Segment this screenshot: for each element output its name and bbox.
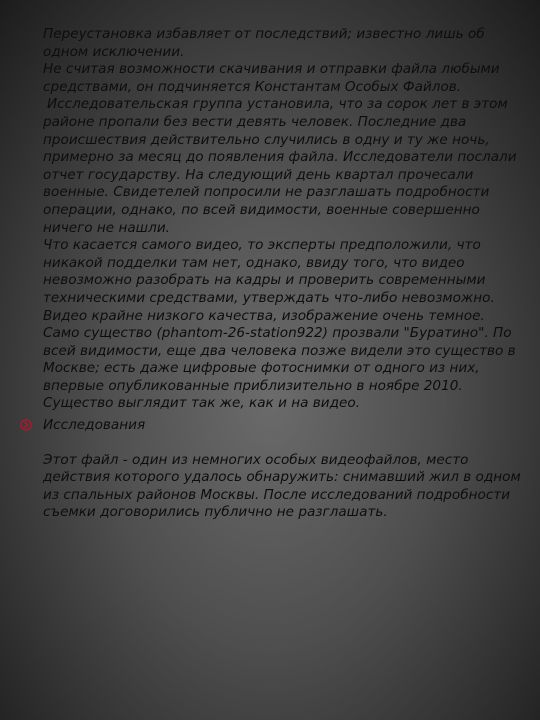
paragraph-constants: Не считая возможности скачивания и отправки файла любыми средствами, он подчиняется Константам Особых Файлов. [43,61,500,95]
arrow-bullet-icon [20,419,32,431]
paragraph-final: Этот файл - один из немногих особых видеофайлов, место действия которого удалось обнаружить: снимавший жил в одном из спальных районов Москвы. После исследований подробности съемки договорились публично не разглашать. [43,451,521,521]
paragraph-video-experts: Что касается самого видео, то эксперты предположили, что никакой подделки там нет, однако, ввиду того, что видео невозможно разобрать на кадры и проверить современными техническими средствами, утверждать что-либо невозможно. Видео крайне низкого качества, изображение очень темное. [43,237,495,324]
paragraph-reinstall: Переустановка избавляет от последствий; известно лишь об одном исключении. [43,26,485,60]
paragraph-creature: Само существо (phantom-26-station922) прозвали "Буратино". По всей видимости, еще два человека позже видели это существо в Москве; есть даже цифровые фотоснимки от одного из них, впервые опубликованные приблизительно в ноябре 2010. Существо выглядит так же, как и на видео. [43,325,516,412]
bullet-label: Исследования [43,417,146,434]
spacer [43,435,533,452]
paragraph-research-group: Исследовательская группа установила, что за сорок лет в этом районе пропали без вести девять человек. Последние два происшествия действительно случились в одну и ту же ночь, примерно за месяц до появления файла. Исследователи послали отчет государству. На следующий день квартал прочесали военные. Свидетелей попросили не разглашать подробности операции, однако, по всей видимости, военные совершенно ничего не нашли. [43,96,517,236]
slide-text-block [43,26,533,522]
bullet-research [43,417,533,435]
